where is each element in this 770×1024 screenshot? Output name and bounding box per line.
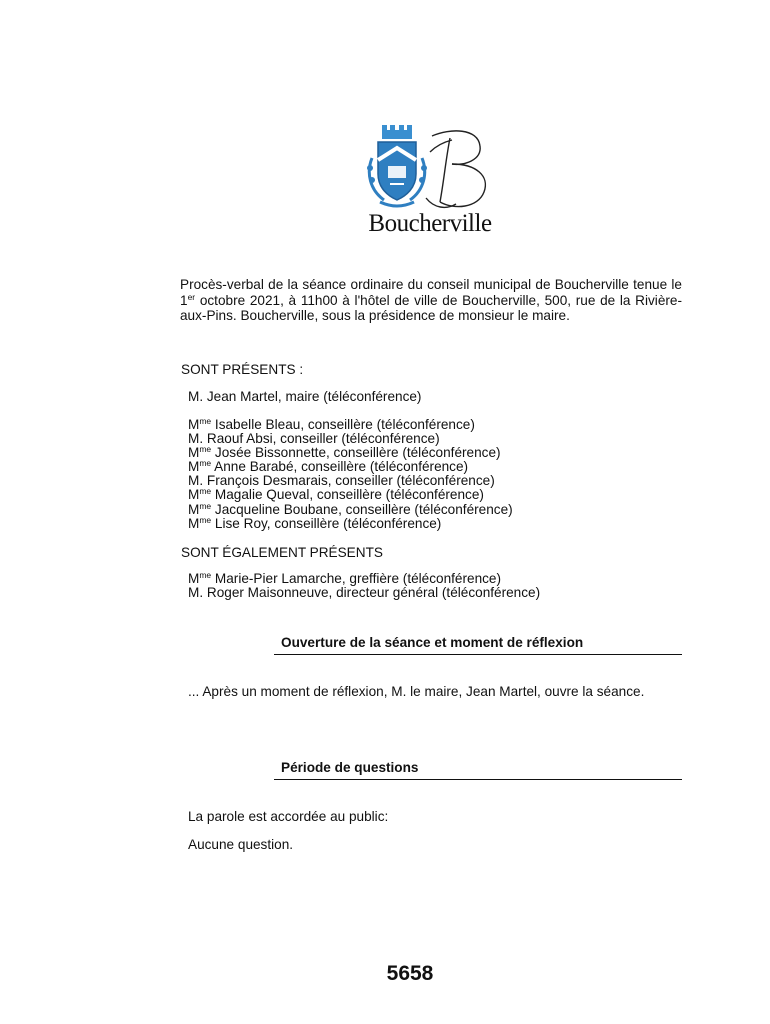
- member-text: Roger Maisonneuve, directeur général (téléconférence): [203, 585, 541, 601]
- page-number: 5658: [386, 962, 434, 985]
- member-title: M: [188, 571, 200, 586]
- boucherville-logo: [360, 118, 500, 238]
- member-text: François Desmarais, conseiller (téléconférence): [203, 473, 495, 489]
- member-title: M.: [188, 585, 204, 601]
- member-title-sup: me: [199, 486, 212, 497]
- member-title-sup: me: [199, 458, 212, 469]
- member-title: M.: [188, 431, 204, 447]
- member-text: Raouf Absi, conseiller (téléconférence): [203, 431, 440, 447]
- member-line: [188, 514, 513, 531]
- member-title: M: [188, 515, 200, 531]
- intro-paragraph: [180, 277, 682, 324]
- member-line: [188, 586, 540, 600]
- member-title-sup: me: [199, 416, 212, 426]
- intro-text-part2: octobre 2021, à 11h00 à l'hôtel de ville de Boucherville, 500, rue de la Rivière-aux-Pins. Boucherville, sous la présidence de monsieur le maire.: [180, 292, 682, 323]
- member-line: [188, 460, 513, 474]
- questions-line-2: Aucune question.: [188, 837, 294, 852]
- member-title-sup: me: [199, 570, 212, 580]
- member-title-sup: me: [199, 444, 212, 455]
- member-text: Marie-Pier Lamarche, greffière (téléconférence): [211, 571, 502, 586]
- present-members-list: [188, 418, 513, 531]
- member-line: [188, 572, 540, 586]
- section-rule-opening: [274, 654, 682, 655]
- logo-wordmark: Boucherville: [368, 210, 492, 237]
- also-present-heading: SONT ÉGALEMENT PRÉSENTS: [181, 545, 383, 560]
- questions-line-1: La parole est accordée au public:: [188, 809, 389, 824]
- member-text: Josée Bissonnette, conseillère (téléconférence): [211, 445, 501, 461]
- member-line: [188, 500, 513, 517]
- member-text: Magalie Queval, conseillère (téléconférence): [211, 487, 484, 503]
- coat-of-arms-icon: [360, 118, 500, 213]
- mayor-line: M. Jean Martel, maire (téléconférence): [188, 389, 422, 404]
- member-title: M: [188, 459, 200, 475]
- opening-paragraph: ... Après un moment de réflexion, M. le maire, Jean Martel, ouvre la séance.: [188, 684, 645, 699]
- also-present-members-list: [188, 572, 540, 600]
- script-b-icon: [426, 131, 485, 207]
- crown-icon: [382, 125, 412, 139]
- member-title: M: [188, 417, 200, 432]
- member-line: [188, 488, 513, 502]
- present-heading: SONT PRÉSENTS :: [181, 362, 304, 377]
- member-title: M: [188, 501, 200, 517]
- section-rule-questions: [274, 779, 682, 780]
- member-title: M.: [188, 473, 204, 489]
- intro-text-part1: Procès-verbal de la séance ordinaire du conseil municipal de Boucherville tenue le 1: [180, 277, 682, 308]
- member-text: Anne Barabé, conseillère (téléconférence): [211, 459, 469, 475]
- member-text: Jacqueline Boubane, conseillère (téléconférence): [211, 501, 513, 517]
- member-text: Isabelle Bleau, conseillère (téléconférence): [211, 417, 475, 432]
- member-title-sup: me: [199, 514, 212, 525]
- section-title-questions: Période de questions: [281, 760, 419, 775]
- member-title: M: [188, 487, 200, 503]
- section-title-opening: Ouverture de la séance et moment de réflexion: [281, 635, 584, 650]
- member-line: [188, 418, 513, 432]
- member-title: M: [188, 445, 200, 461]
- intro-ordinal: er: [187, 291, 196, 302]
- member-text: Lise Roy, conseillère (téléconférence): [211, 515, 442, 531]
- member-title-sup: me: [199, 500, 212, 511]
